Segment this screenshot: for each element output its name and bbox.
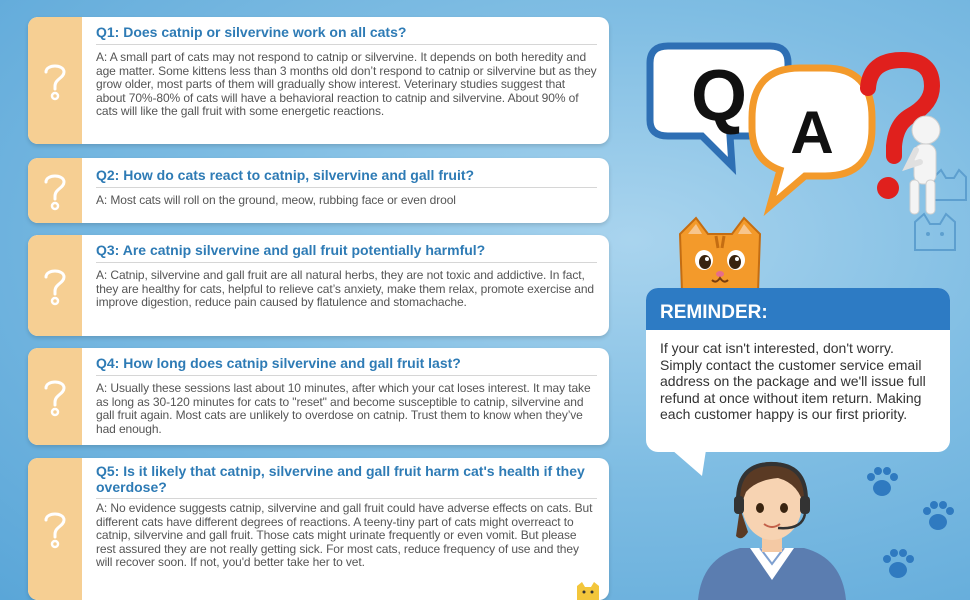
paw-print-icon bbox=[864, 466, 900, 500]
question-mark-icon bbox=[40, 376, 70, 418]
faq-card-4 bbox=[28, 348, 609, 445]
faq-answer: A: Most cats will roll on the ground, meow, rubbing face or even drool bbox=[96, 193, 456, 207]
cat-face-icon bbox=[575, 582, 601, 600]
faq-tab bbox=[28, 17, 82, 144]
paw-print-icon bbox=[920, 500, 956, 534]
faq-answer: A: A small part of cats may not respond to catnip or silvervine. It depends on both heredity and age matter. Some kittens less than 3 months old don’t respond to catnip or silvervine but as they grow older, most parts of them will gradually show interest. Veterinary studies suggest that about 70%-80% of cats will have a behavioral reaction to catnip and silvervine. About 90% of cats will like the gall fruit with some energetic reactions. bbox=[96, 50, 597, 119]
faq-tab bbox=[28, 458, 82, 600]
question-mark-icon bbox=[40, 508, 70, 550]
reminder-text: If your cat isn't interested, don't worry. Simply contact the customer service email address on the package and we'll issue full refund at once without item return. Making each customer happy is our first priority. bbox=[660, 340, 926, 422]
cat-face-icon bbox=[672, 216, 768, 292]
question-mark-icon bbox=[40, 60, 70, 102]
thinking-figure-icon bbox=[908, 116, 940, 214]
faq-question: Q5: Is it likely that catnip, silvervine and gall fruit harm cat's health if they overdose? bbox=[96, 458, 597, 499]
headset-agent-icon bbox=[692, 452, 852, 600]
paw-print-icon bbox=[880, 548, 916, 582]
faq-question: Q4: How long does catnip silvervine and gall fruit last? bbox=[96, 348, 597, 376]
faq-tab bbox=[28, 235, 82, 336]
question-mark-icon bbox=[40, 265, 70, 307]
reminder-box bbox=[646, 288, 950, 452]
faq-card-3 bbox=[28, 235, 609, 336]
faq-answer: A: Usually these sessions last about 10 minutes, after which your cat loses interest. It may take as long as 30-120 minutes for cats to "reset" and become susceptible to catnip, silvervine and gall fruit again. Most cats are unlikely to overdose on catnip. Trust them to know when they’ve had enough. bbox=[96, 381, 591, 436]
faq-question: Q3: Are catnip silvervine and gall fruit potentially harmful? bbox=[96, 235, 597, 263]
a-letter: A bbox=[790, 99, 834, 166]
faq-answer: A: No evidence suggests catnip, silvervine and gall fruit could have adverse effects on cats. But different cats have different degrees of reactions. A teeny-tiny part of cats might overreact to catnip, silvervine and gall fruit. Those cats might urinate frequently or even vomit. But please rest assured they are not really getting sick. For most cats, reduce frequency of use and they will recover soon. If not, you'd better take her to vet. bbox=[96, 501, 593, 570]
faq-tab bbox=[28, 158, 82, 223]
faq-card-2 bbox=[28, 158, 609, 223]
faq-card-5 bbox=[28, 458, 609, 600]
faq-question: Q1: Does catnip or silvervine work on all cats? bbox=[96, 17, 597, 45]
reminder-title: REMINDER: bbox=[646, 288, 950, 330]
faq-answer: A: Catnip, silvervine and gall fruit are all natural herbs, they are not toxic and addictive. In fact, they are healthy for cats, helpful to relieve cat’s anxiety, make them relax, promote exercise and improve digestion, reduce pain caused by flatulence and stomachache. bbox=[96, 268, 595, 310]
question-mark-icon bbox=[40, 170, 70, 212]
q-letter: Q bbox=[690, 56, 748, 136]
faq-card-1 bbox=[28, 17, 609, 144]
faq-question: Q2: How do cats react to catnip, silvervine and gall fruit? bbox=[96, 158, 597, 188]
faq-tab bbox=[28, 348, 82, 445]
